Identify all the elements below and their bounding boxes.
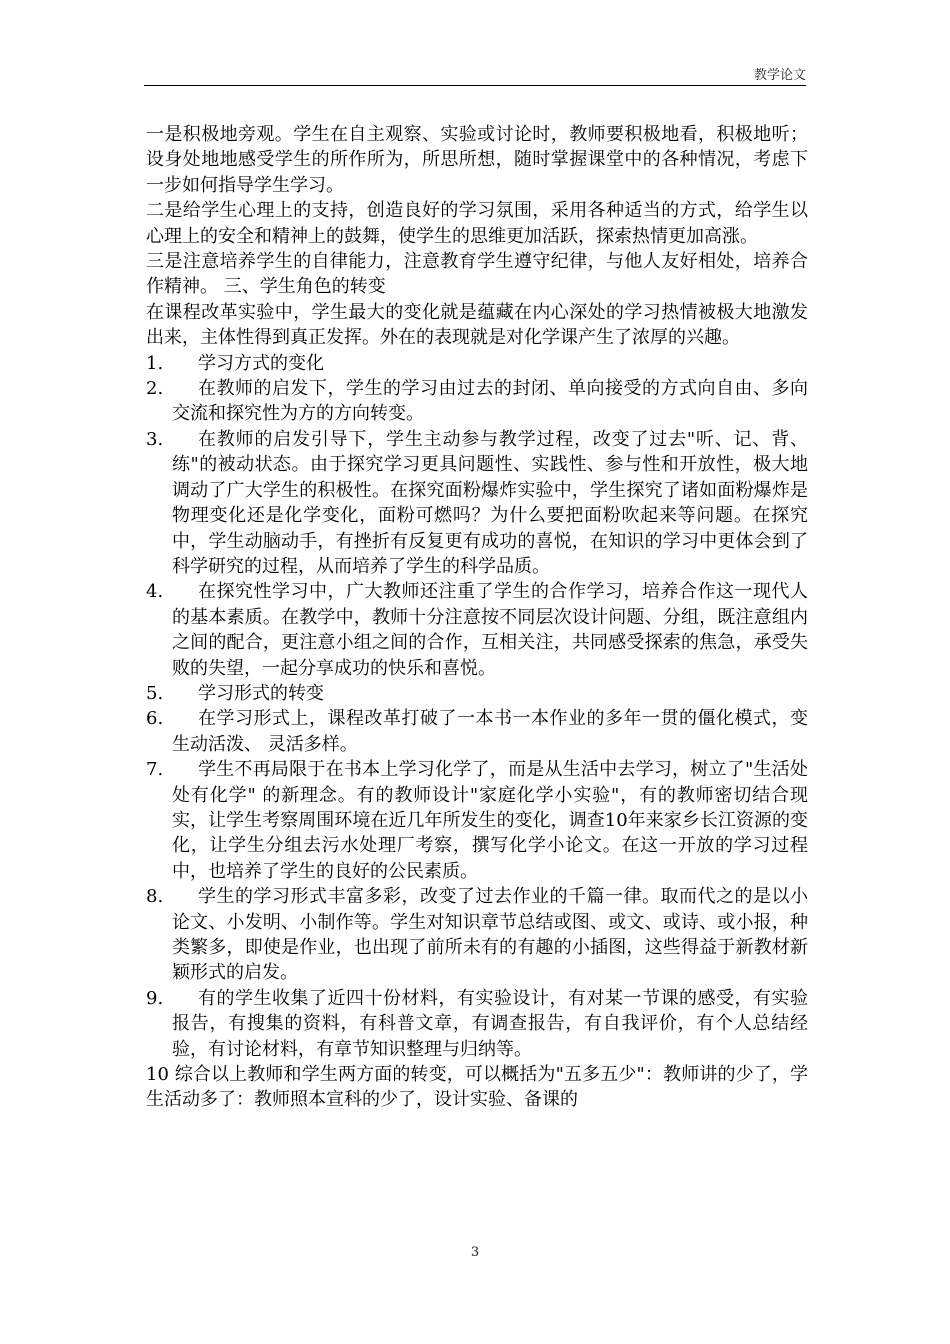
list-item	[146, 376, 808, 427]
list-item	[146, 681, 808, 706]
list-text: 学习形式的转变	[198, 682, 324, 704]
list-item	[146, 351, 808, 376]
list-number: 2.	[146, 378, 164, 400]
list-number: 7.	[146, 759, 164, 781]
paragraph: 二是给学生心理上的支持，创造良好的学习氛围，采用各种适当的方式，给学生以心理上的安全和精神上的鼓舞，使学生的思维更加活跃，探索热情更加高涨。	[146, 200, 808, 247]
header-rule	[144, 85, 806, 86]
list-number: 8.	[146, 886, 164, 908]
list-text: 学生不再局限于在书本上学习化学了，而是从生活中去学习，树立了"生活处处有化学" 的新理念。有的教师设计"家庭化学小实验"，有的教师密切结合现实，让学生考察周围环境在近几年所发生的变化，调查10年来家乡长江资源的变化，让学生分组去污水处理厂考察，撰写化学小论文。在这一开放的学习过程中，也培养了学生的良好的公民素质。	[172, 759, 808, 882]
list-text: 在探究性学习中，广大教师还注重了学生的合作学习，培养合作这一现代人的基本素质。在教学中，教师十分注意按不同层次设计问题、分组，既注意组内之间的配合，更注意小组之间的合作，互相关注，共同感受探索的焦急，承受失败的失望，一起分享成功的快乐和喜悦。	[172, 581, 808, 679]
list-item	[146, 986, 808, 1062]
list-text: 在教师的启发下，学生的学习由过去的封闭、单向接受的方式向自由、多向交流和探究性为方的方向转变。	[172, 378, 808, 425]
list-number: 3.	[146, 428, 164, 450]
list-text: 在学习形式上，课程改革打破了一本书一本作业的多年一贯的僵化模式，变生动活泼、 灵活多样。	[172, 708, 808, 755]
paragraph: 一是积极地旁观。学生在自主观察、实验或讨论时，教师要积极地看，积极地听；设身处地地感受学生的所作所为，所思所想，随时掌握课堂中的各种情况，考虑下一步如何指导学生学习。	[146, 124, 808, 196]
list-item	[146, 427, 808, 579]
list-text: 学生的学习形式丰富多彩，改变了过去作业的千篇一律。取而代之的是以小论文、小发明、小制作等。学生对知识章节总结或图、或文、或诗、或小报，种类繁多，即使是作业，也出现了前所未有的有趣的小插图，这些得益于新教材新颖形式的启发。	[172, 886, 808, 984]
list-number: 5.	[146, 682, 164, 704]
page-number: 3	[470, 1245, 480, 1260]
list-text: 有的学生收集了近四十份材料，有实验设计，有对某一节课的感受，有实验报告，有搜集的资料，有科普文章，有调查报告，有自我评价，有个人总结经验，有讨论材料，有章节知识整理与归纳等。	[172, 987, 808, 1060]
paragraph: 三是注意培养学生的自律能力，注意教育学生遵守纪律，与他人友好相处，培养合作精神。 三、学生角色的转变	[146, 251, 808, 298]
list-number: 9.	[146, 987, 164, 1009]
list-item	[146, 579, 808, 681]
list-item	[146, 757, 808, 884]
paragraph: 在课程改革实验中，学生最大的变化就是蕴藏在内心深处的学习热情被极大地激发出来，主体性得到真正发挥。外在的表现就是对化学课产生了浓厚的兴趣。	[146, 301, 808, 349]
list-item	[146, 884, 808, 986]
list-number: 1.	[146, 352, 164, 374]
closing-paragraph: 10 综合以上教师和学生两方面的转变，可以概括为"五多五少"：教师讲的少了，学生活动多了：教师照本宣科的少了，设计实验、备课的	[146, 1064, 808, 1111]
list-number: 4.	[146, 581, 164, 603]
list-item	[146, 706, 808, 757]
document-body	[146, 122, 808, 1113]
page-header-label: 教学论文	[753, 68, 806, 83]
list-text: 在教师的启发引导下，学生主动参与教学过程，改变了过去"听、记、背、练"的被动状态。由于探究学习更具问题性、实践性、参与性和开放性，极大地调动了广大学生的积极性。在探究面粉爆炸实验中，学生探究了诸如面粉爆炸是物理变化还是化学变化，面粉可燃吗？为什么要把面粉吹起来等问题。在探究中，学生动脑动手，有挫折有反复更有成功的喜悦，在知识的学习中更体会到了科学研究的过程，从而培养了学生的科学品质。	[172, 428, 808, 577]
list-text: 学习方式的变化	[198, 352, 324, 374]
list-number: 6.	[146, 708, 164, 730]
